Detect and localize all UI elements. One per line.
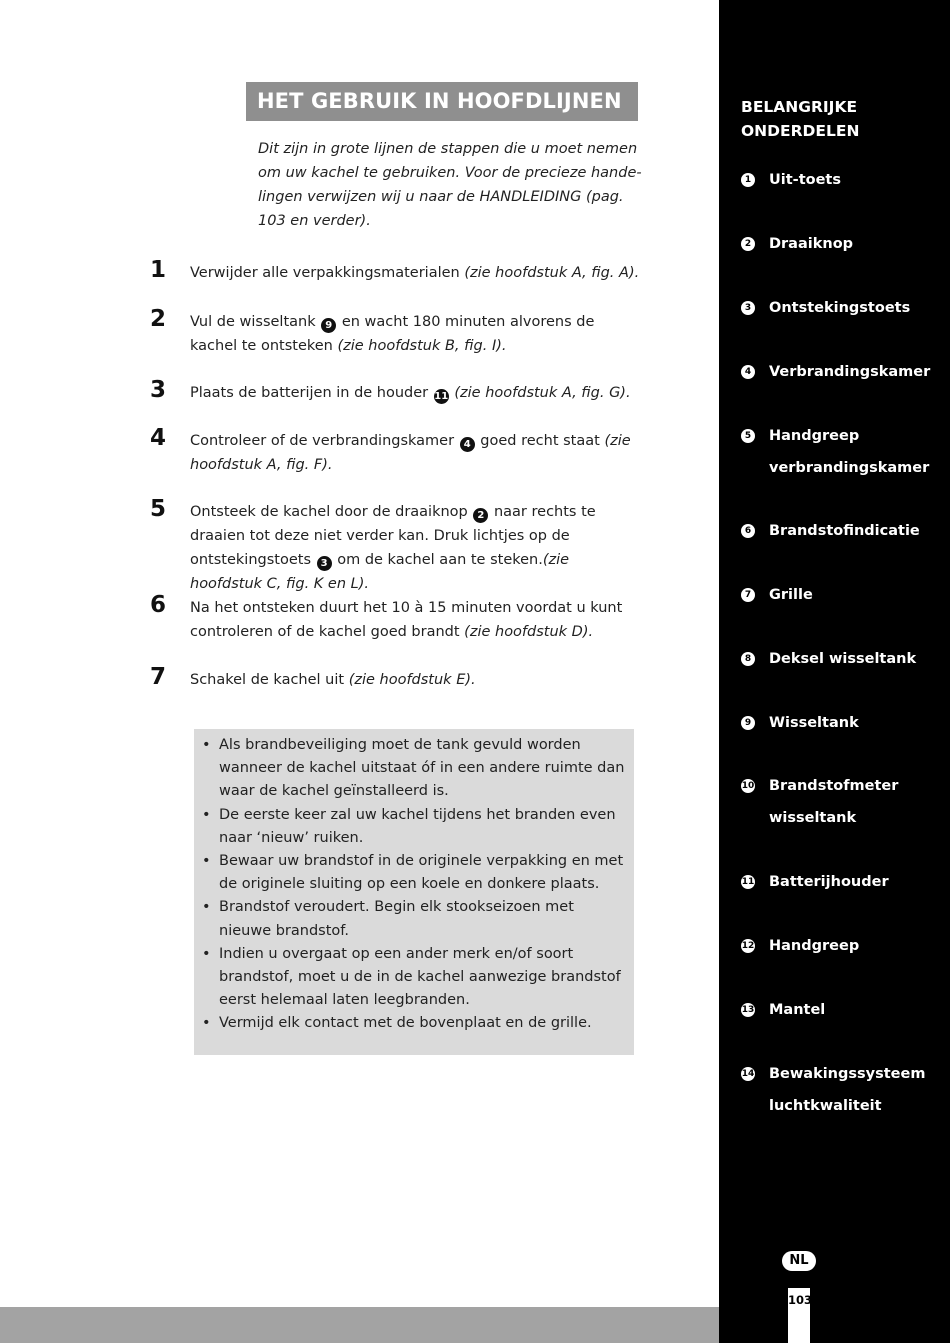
part-number-icon: 11 — [434, 391, 449, 402]
list-item: • Bewaar uw brandstof in de originele verpakking en met de originele sluiting op een koele en donkere plaats. — [202, 853, 624, 893]
step-number: 7 — [150, 664, 167, 690]
part-number-icon: 8 — [741, 652, 755, 666]
part-number-icon: 12 — [741, 941, 755, 951]
part-label: Brandstofmeter wisseltank — [769, 778, 899, 826]
sidebar-title: BELANGRIJKE ONDERDELEN — [741, 98, 860, 140]
intro-paragraph: Dit zijn in grote lijnen de stappen die u moet nemen om uw kachel te gebruiken. Voor de precieze hande-lingen verwijzen wij u naar de HANDLEIDING (pag. 103 en verder). — [258, 141, 642, 229]
language-badge: NL — [782, 1251, 816, 1271]
part-label: Handgreep — [769, 938, 860, 954]
step-number: 1 — [150, 257, 167, 283]
part-number-icon: 4 — [741, 365, 755, 379]
part-label: Wisseltank — [769, 715, 859, 731]
step-number: 5 — [150, 496, 167, 522]
part-number-icon: 3 — [741, 301, 755, 315]
step-number: 2 — [150, 306, 167, 332]
part-label: Deksel wisseltank — [769, 651, 917, 667]
part-label: Grille — [769, 587, 813, 603]
page-number: 103 — [788, 1288, 810, 1343]
footer-bar — [0, 1307, 719, 1343]
step-text: Controleer of de verbrandingskamer 4 goed recht staat (zie hoofdstuk A, fig. F). — [190, 433, 631, 473]
list-item: • Vermijd elk contact met de bovenplaat en de grille. — [202, 1015, 592, 1032]
list-item: • Indien u overgaat op een ander merk en/of soort brandstof, moet u de in de kachel aanwezige brandstof eerst helemaal laten leegbranden. — [202, 945, 621, 1009]
step-text: Verwijder alle verpakkingsmaterialen (zie hoofdstuk A, fig. A). — [190, 265, 640, 281]
part-label: Mantel — [769, 1002, 826, 1018]
step-number: 3 — [150, 377, 167, 403]
step-text: Ontsteek de kachel door de draaiknop 2 naar rechts te draaien tot deze niet verder kan. Druk lichtjes op de ontstekingstoets 3 om de kachel aan te steken.(zie hoofdstuk C, fig. K en L). — [190, 504, 596, 592]
part-number-icon: 9 — [741, 716, 755, 730]
step-text: Plaats de batterijen in de houder 11 (zie hoofdstuk A, fig. G). — [190, 385, 631, 402]
part-number-icon: 3 — [317, 556, 332, 571]
part-number-icon: 2 — [473, 508, 488, 523]
part-number-icon: 14 — [741, 1069, 755, 1079]
part-number-icon: 10 — [741, 781, 755, 791]
step-text: Vul de wisseltank 9 en wacht 180 minuten alvorens de kachel te ontsteken (zie hoofdstuk B, fig. I). — [190, 314, 595, 354]
part-number-icon: 7 — [741, 588, 755, 602]
sidebar-parts — [719, 0, 950, 1343]
list-item: • De eerste keer zal uw kachel tijdens het branden even naar ‘nieuw’ ruiken. — [202, 806, 616, 846]
step-number: 6 — [150, 592, 167, 618]
list-item: • Als brandbeveiliging moet de tank gevuld worden wanneer de kachel uitstaat óf in een andere ruimte dan waar de kachel geïnstalleerd is. — [202, 737, 625, 800]
tips-box — [194, 729, 634, 1055]
part-number-icon: 1 — [741, 173, 755, 187]
part-label: Brandstofindicatie — [769, 523, 920, 539]
step-number: 4 — [150, 425, 167, 451]
part-label: Ontstekingstoets — [769, 300, 911, 316]
list-item: • Brandstof veroudert. Begin elk stookseizoen met nieuwe brandstof. — [202, 899, 574, 939]
part-number-icon: 13 — [741, 1005, 755, 1015]
part-number-icon: 5 — [741, 429, 755, 443]
part-label: Bewakingssysteem luchtkwaliteit — [769, 1066, 926, 1114]
page-title: HET GEBRUIK IN HOOFDLIJNEN — [246, 82, 638, 121]
part-label: Batterijhouder — [769, 874, 889, 890]
part-number-icon: 2 — [741, 237, 755, 251]
part-label: Handgreep verbrandingskamer — [769, 428, 930, 476]
step-text: Schakel de kachel uit (zie hoofdstuk E). — [190, 672, 476, 688]
part-number-icon: 9 — [321, 318, 336, 333]
part-label: Verbrandingskamer — [769, 364, 931, 380]
part-label: Draaiknop — [769, 236, 854, 252]
part-label: Uit-toets — [769, 172, 841, 188]
part-number-icon: 11 — [741, 877, 755, 887]
step-text: Na het ontsteken duurt het 10 à 15 minuten voordat u kunt controleren of de kachel goed brandt (zie hoofdstuk D). — [190, 600, 623, 640]
part-number-icon: 6 — [741, 524, 755, 538]
tips-list — [202, 734, 626, 1036]
part-number-icon: 4 — [460, 437, 475, 452]
